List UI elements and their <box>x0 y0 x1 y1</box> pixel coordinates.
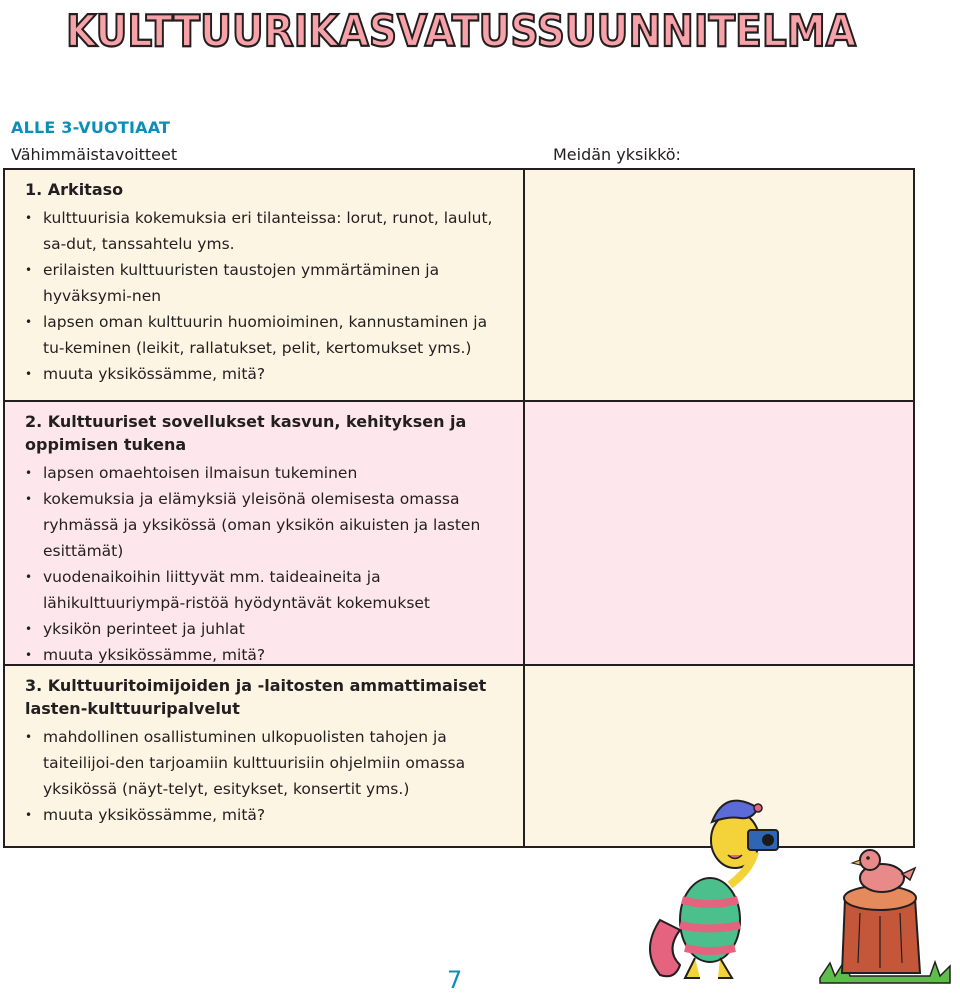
document-title-text: KULTTUURIKASVATUSSUUNNITELMA <box>66 6 856 57</box>
list-item: • kulttuurisia kokemuksia eri tilanteissa: lorut, runot, laulut, sa-dut, tanssahtelu yms. <box>25 205 509 257</box>
goal-list <box>25 205 509 387</box>
photographer-creature-illustration <box>640 780 790 980</box>
goal-cell <box>5 402 525 664</box>
list-item: • muuta yksikössämme, mitä? <box>25 642 509 668</box>
our-unit-answer-cell[interactable] <box>525 170 913 400</box>
list-item: • muuta yksikössämme, mitä? <box>25 802 509 828</box>
minimum-goals-heading: Vähimmäistavoitteet <box>11 145 178 164</box>
list-item: • lapsen omaehtoisen ilmaisun tukeminen <box>25 460 509 486</box>
bird-on-stump-illustration <box>820 838 950 983</box>
goal-cell <box>5 170 525 400</box>
goal-heading: 3. Kulttuuritoimijoiden ja -laitosten ammattimaiset lasten-kulttuuripalvelut <box>25 676 487 718</box>
goal-list <box>25 460 509 668</box>
our-unit-answer-cell[interactable] <box>525 402 913 664</box>
list-item: • mahdollinen osallistuminen ulkopuolisten tahojen ja taiteilijoi-den tarjoamiin kulttuurisiin ohjelmiin omassa yksikössä (näyt-telyt, esitykset, konsertit yms.) <box>25 724 509 802</box>
list-item: • yksikön perinteet ja juhlat <box>25 616 509 642</box>
list-item: • kokemuksia ja elämyksiä yleisönä olemisesta omassa ryhmässä ja yksikössä (oman yksikön aikuisten ja lasten esittämät) <box>25 486 509 564</box>
list-item: • muuta yksikössämme, mitä? <box>25 361 509 387</box>
our-unit-heading: Meidän yksikkö: <box>553 145 681 164</box>
age-group-label: ALLE 3-VUOTIAAT <box>11 118 171 137</box>
goals-table <box>3 168 915 848</box>
goal-heading: 1. Arkitaso <box>25 180 124 199</box>
goal-heading: 2. Kulttuuriset sovellukset kasvun, kehityksen ja oppimisen tukena <box>25 412 467 454</box>
page-number: 7 <box>447 966 463 994</box>
document-title <box>62 4 862 56</box>
table-row <box>5 402 913 666</box>
goal-cell <box>5 666 525 846</box>
table-row <box>5 170 913 402</box>
goal-list <box>25 724 509 828</box>
list-item: • vuodenaikoihin liittyvät mm. taideaineita ja lähikulttuuriympä-ristöä hyödyntävät kokemukset <box>25 564 509 616</box>
list-item: • erilaisten kulttuuristen taustojen ymmärtäminen ja hyväksymi-nen <box>25 257 509 309</box>
list-item: • lapsen oman kulttuurin huomioiminen, kannustaminen ja tu-keminen (leikit, rallatukset, pelit, kertomukset yms.) <box>25 309 509 361</box>
